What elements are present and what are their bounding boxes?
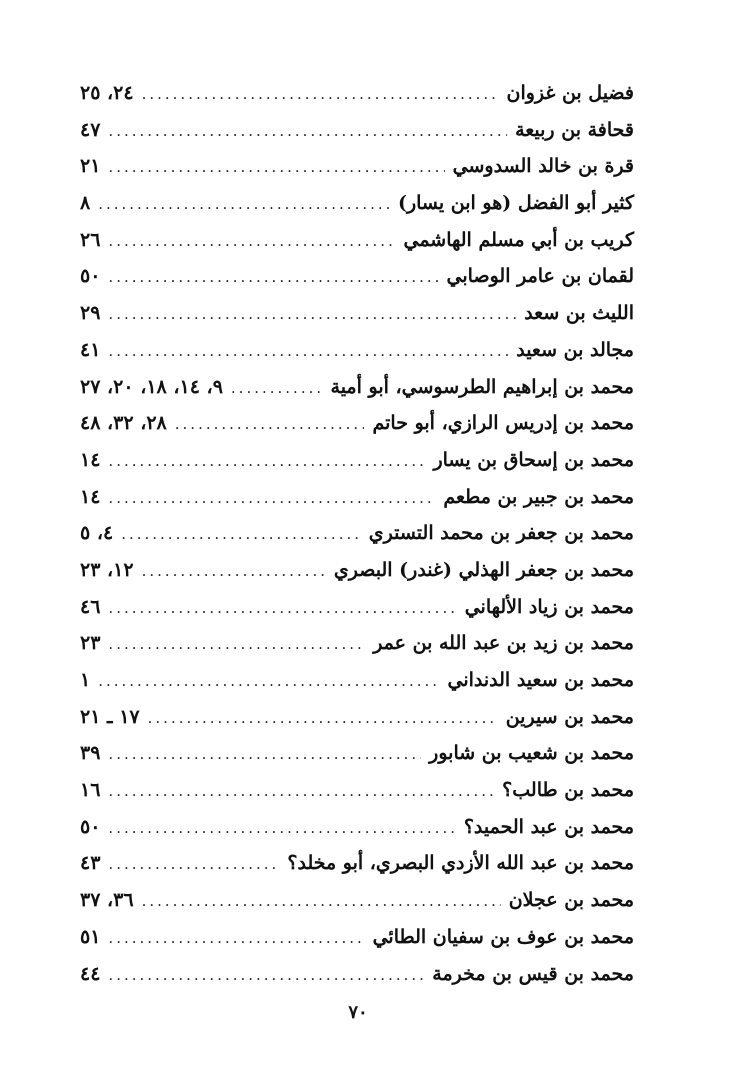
index-entry <box>80 376 634 413</box>
entry-name: لقمان بن عامر الوصابي <box>446 265 634 288</box>
entry-name: محمد بن سعيد الدنداني <box>447 669 634 691</box>
entry-name: محمد بن قيس بن مخرمة <box>432 962 634 985</box>
entry-page-numbers: ٥١ <box>80 925 101 948</box>
dot-leader <box>98 195 390 213</box>
entry-page-numbers: ٨ <box>80 192 91 215</box>
entry-name: الليث بن سعد <box>524 302 634 325</box>
dot-leader <box>142 892 501 910</box>
entry-page-numbers: ١٦ <box>80 779 101 802</box>
entry-page-numbers: ١٢، ٢٣ <box>80 558 134 581</box>
entry-page-numbers: ٤٣ <box>80 852 101 875</box>
entry-name: محمد بن طالب؟ <box>502 779 634 802</box>
page-number: ٧٠ <box>348 1002 368 1023</box>
dot-leader <box>108 745 421 763</box>
entry-name: فضيل بن غزوان <box>506 82 634 104</box>
index-entry <box>80 302 634 339</box>
index-entry <box>80 889 634 926</box>
index-entry <box>80 82 634 119</box>
entry-name: محمد بن إبراهيم الطرسوسي، أبو أمية <box>330 375 634 398</box>
entry-page-numbers: ٢٩ <box>80 302 101 325</box>
name-index-list <box>80 82 634 999</box>
dot-leader <box>108 452 425 470</box>
entry-page-numbers: ١٤ <box>80 485 101 508</box>
entry-name: محمد بن إدريس الرازي، أبو حاتم <box>372 412 634 435</box>
index-entry <box>80 119 634 156</box>
dot-leader <box>142 562 326 580</box>
index-entry <box>80 559 634 596</box>
entry-page-numbers: ٥٠ <box>80 815 101 838</box>
dot-leader <box>108 305 516 323</box>
dot-leader <box>108 599 456 617</box>
entry-page-numbers: ١ <box>80 669 91 691</box>
index-entry <box>80 706 634 743</box>
entry-name: مجالد بن سعيد <box>516 338 634 361</box>
index-entry <box>80 669 634 706</box>
dot-leader <box>98 672 439 690</box>
entry-name: محمد بن جبير بن مطعم <box>443 485 634 508</box>
index-entry <box>80 596 634 633</box>
index-entry <box>80 339 634 376</box>
index-entry <box>80 742 634 779</box>
index-entry <box>80 852 634 889</box>
dot-leader <box>108 489 435 507</box>
entry-name: كريب بن أبي مسلم الهاشمي <box>403 228 634 251</box>
index-entry <box>80 229 634 266</box>
dot-leader <box>108 122 507 140</box>
dot-leader <box>108 158 444 176</box>
entry-page-numbers: ١٤ <box>80 448 101 471</box>
entry-page-numbers: ٩، ١٤، ١٨، ٢٠، ٢٧ <box>80 375 223 398</box>
entry-page-numbers: ٤٦ <box>80 595 101 618</box>
entry-page-numbers: ٥٠ <box>80 265 101 288</box>
entry-name: كثير أبو الفضل (هو ابن يسار) <box>397 192 634 215</box>
index-entry <box>80 632 634 669</box>
dot-leader <box>108 782 494 800</box>
index-entry <box>80 155 634 192</box>
entry-name: محمد بن عبد الله الأزدي البصري، أبو مخلد؟ <box>287 852 634 875</box>
dot-leader <box>108 232 395 250</box>
entry-name: محمد بن زيد بن عبد الله بن عمر <box>373 632 634 655</box>
entry-name: قحافة بن ربيعة <box>515 118 634 141</box>
entry-page-numbers: ٢٨، ٣٢، ٤٨ <box>80 412 167 435</box>
dot-leader <box>121 525 361 543</box>
dot-leader <box>142 85 499 103</box>
entry-name: محمد بن عبد الحميد؟ <box>463 815 634 838</box>
entry-page-numbers: ١٧ ـ ٢١ <box>80 705 140 728</box>
entry-page-numbers: ٤١ <box>80 338 101 361</box>
entry-name: محمد بن شعيب بن شابور <box>429 742 634 765</box>
entry-page-numbers: ٣٦، ٣٧ <box>80 889 134 912</box>
dot-leader <box>108 268 438 286</box>
index-entry <box>80 816 634 853</box>
dot-leader <box>231 379 323 397</box>
entry-name: محمد بن عوف بن سفيان الطائي <box>372 925 634 948</box>
entry-name: محمد بن زياد الألهاني <box>464 595 634 618</box>
dot-leader <box>108 855 279 873</box>
index-entry <box>80 192 634 229</box>
entry-page-numbers: ٣٩ <box>80 742 101 765</box>
index-entry <box>80 779 634 816</box>
dot-leader <box>108 635 365 653</box>
entry-page-numbers: ٤٤ <box>80 962 101 985</box>
entry-name: محمد بن عجلان <box>508 889 634 912</box>
entry-name: محمد بن جعفر بن محمد التستري <box>368 522 634 545</box>
dot-leader <box>108 342 508 360</box>
index-entry <box>80 963 634 1000</box>
index-entry <box>80 522 634 559</box>
dot-leader <box>108 966 424 984</box>
dot-leader <box>148 709 498 727</box>
entry-page-numbers: ٢٤، ٢٥ <box>80 82 134 104</box>
entry-page-numbers: ٤٧ <box>80 118 101 141</box>
index-entry <box>80 926 634 963</box>
entry-page-numbers: ٢٣ <box>80 632 101 655</box>
entry-name: محمد بن إسحاق بن يسار <box>433 448 634 471</box>
entry-page-numbers: ٢٦ <box>80 228 101 251</box>
entry-page-numbers: ٢١ <box>80 155 101 178</box>
dot-leader <box>108 819 455 837</box>
index-entry <box>80 412 634 449</box>
index-entry <box>80 486 634 523</box>
entry-name: قرة بن خالد السدوسي <box>452 155 634 178</box>
entry-page-numbers: ٤، ٥ <box>80 522 114 545</box>
dot-leader <box>108 929 364 947</box>
dot-leader <box>175 415 365 433</box>
index-entry <box>80 265 634 302</box>
index-entry <box>80 449 634 486</box>
entry-name: محمد بن سيرين <box>505 705 634 728</box>
entry-name: محمد بن جعفر الهذلي (غندر) البصري <box>333 558 634 581</box>
